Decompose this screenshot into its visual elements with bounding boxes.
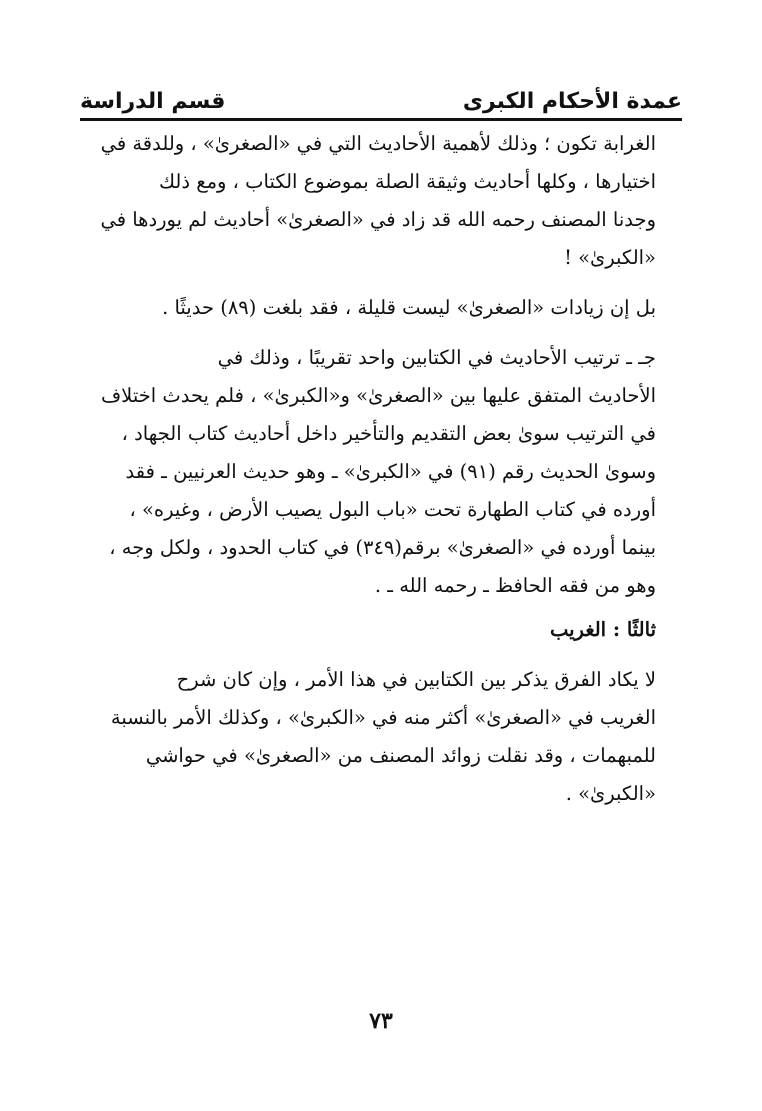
paragraph-gharaba bbox=[80, 125, 682, 277]
paragraph-ordering bbox=[80, 339, 682, 605]
text-line: الأحاديث المتفق عليها بين «الصغرىٰ» و«الكبرىٰ» ، فلم يحدث اختلاف bbox=[100, 384, 656, 407]
book-title: عمدة الأحكام الكبرى bbox=[462, 89, 682, 114]
page-body bbox=[80, 125, 682, 813]
text-line: لا يكاد الفرق يذكر بين الكتابين في هذا الأمر ، وإن كان شرح bbox=[176, 668, 656, 691]
page-number: ٧٣ bbox=[369, 1008, 393, 1034]
header-divider bbox=[80, 118, 682, 121]
text-line: بينما أورده في «الصغرىٰ» برقم(٣٤٩) في كتاب الحدود ، ولكل وجه ، bbox=[109, 536, 656, 559]
text-line: في الترتيب سوىٰ بعض التقديم والتأخير داخل أحاديث كتاب الجهاد ، bbox=[121, 422, 656, 445]
paragraph-additions bbox=[80, 289, 682, 327]
section-heading-gharib bbox=[80, 611, 682, 649]
heading-text: ثالثًا : الغريب bbox=[549, 618, 656, 641]
text-line: «الكبرىٰ» ! bbox=[564, 246, 656, 269]
paragraph-gharib bbox=[80, 661, 682, 813]
text-line: بل إن زيادات «الصغرىٰ» ليست قليلة ، فقد بلغت (٨٩) حديثًا . bbox=[162, 296, 656, 319]
text-line: الغريب في «الصغرىٰ» أكثر منه في «الكبرىٰ» ، وكذلك الأمر بالنسبة bbox=[110, 706, 656, 729]
text-line: أورده في كتاب الطهارة تحت «باب البول يصيب الأرض ، وغيره» ، bbox=[129, 498, 656, 521]
text-line: وسوىٰ الحديث رقم (٩١) في «الكبرىٰ» ـ وهو حديث العرنيين ـ فقد bbox=[125, 460, 656, 483]
text-line: جـ ـ ترتيب الأحاديث في الكتابين واحد تقريبًا ، وذلك في bbox=[217, 346, 656, 369]
text-line: «الكبرىٰ» . bbox=[565, 782, 656, 805]
section-label: قسم الدراسة bbox=[80, 89, 226, 114]
text-line: وهو من فقه الحافظ ـ رحمه الله ـ . bbox=[374, 574, 656, 597]
text-line: اختيارها ، وكلها أحاديث وثيقة الصلة بموضوع الكتاب ، ومع ذلك bbox=[158, 170, 656, 193]
text-line: الغرابة تكون ؛ وذلك لأهمية الأحاديث التي في «الصغرىٰ» ، وللدقة في bbox=[100, 132, 656, 155]
text-line: وجدنا المصنف رحمه الله قد زاد في «الصغرىٰ» أحاديث لم يوردها في bbox=[100, 208, 656, 231]
text-line: للمبهمات ، وقد نقلت زوائد المصنف من «الصغرىٰ» في حواشي bbox=[145, 744, 656, 767]
running-header bbox=[80, 80, 682, 118]
